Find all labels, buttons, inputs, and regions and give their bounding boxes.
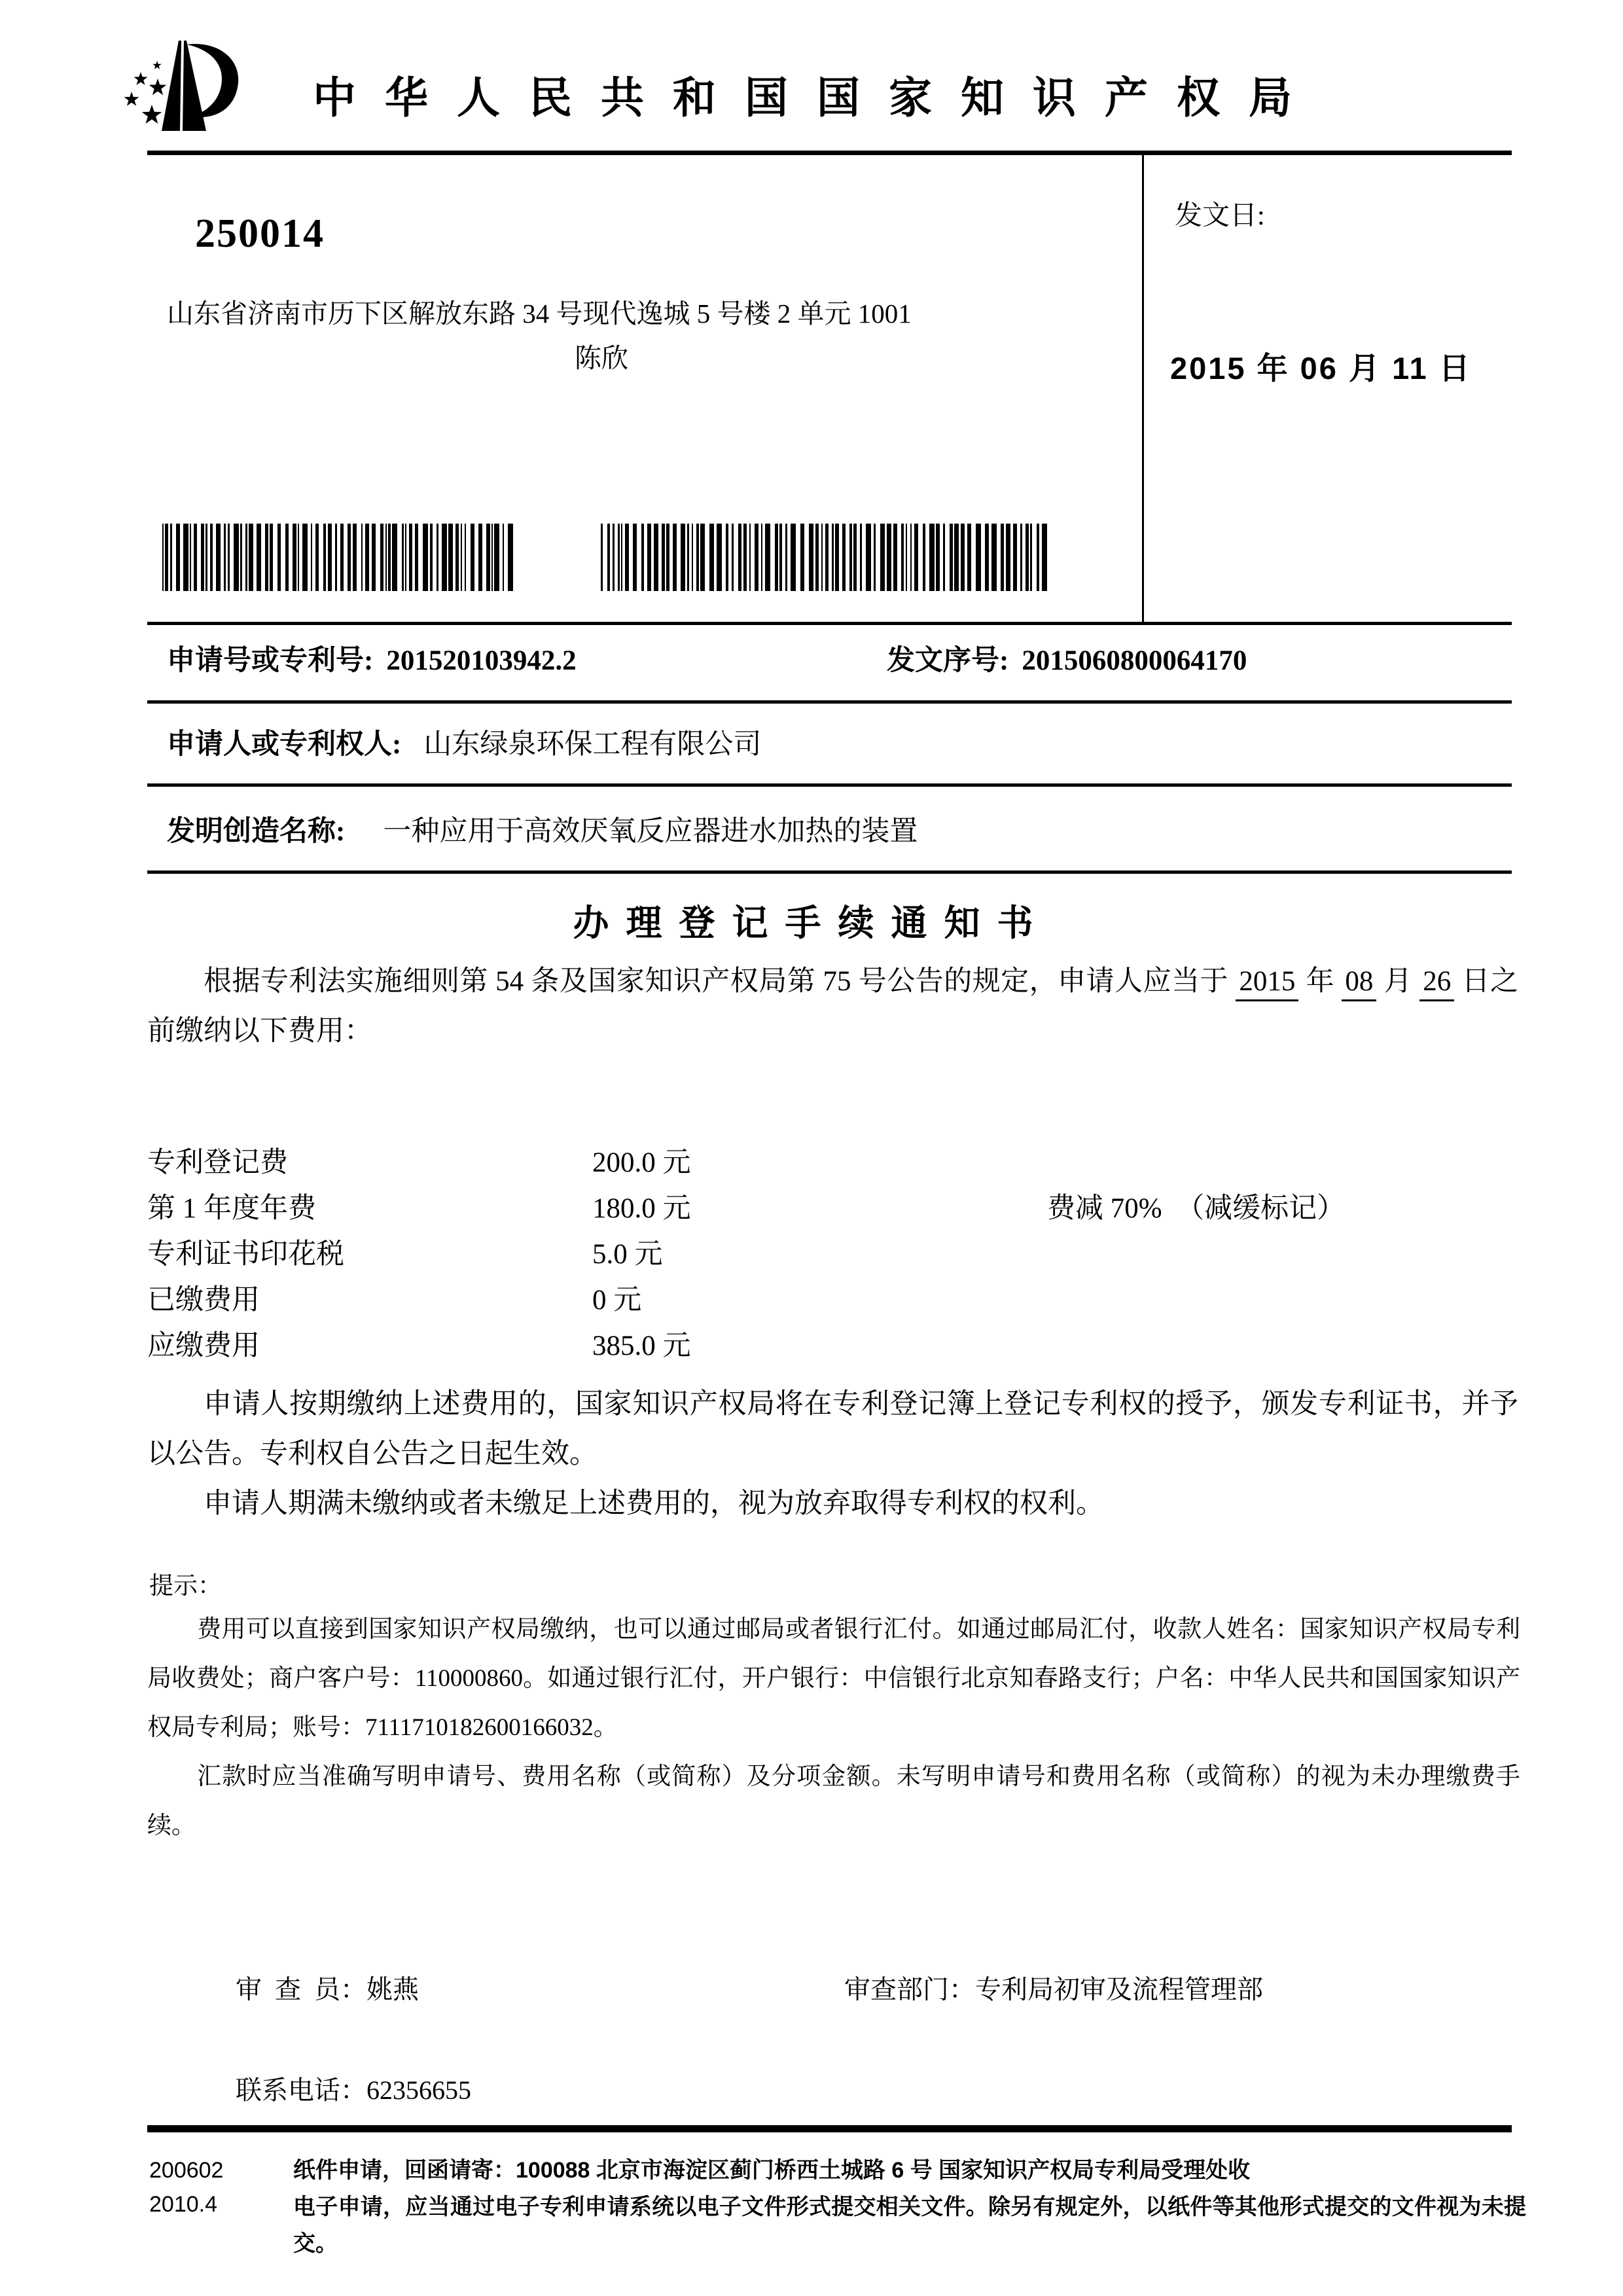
tip-paragraph: 汇款时应当准确写明申请号、费用名称（或简称）及分项金额。未写明申请号和费用名称（或简称）的视为未办理缴费手续。 <box>147 1763 1520 1839</box>
phone-row <box>236 2070 471 2107</box>
office-name: 中华人民共和国国家知识产权局 <box>313 73 1321 122</box>
barcode-bar <box>388 524 391 591</box>
tips-title: 提示： <box>149 1573 222 1600</box>
barcode-bar <box>906 524 907 591</box>
barcode-bar <box>950 524 953 591</box>
tip-paragraph: 费用可以直接到国家知识产权局缴纳，也可以通过邮局或者银行汇付。如通过邮局汇付，收款人姓名：国家知识产权局专利局收费处；商户客户号：110000860。如通过银行汇付，开户银行：中信银行北京知春路支行；户名：中华人民共和国国家知识产权局专利局；账号：7111710182600166032。 <box>147 1616 1520 1741</box>
recipient-address: 山东省济南市历下区解放东路 34 号现代逸城 5 号楼 2 单元 1001 <box>167 298 912 329</box>
barcode-bar <box>835 524 839 591</box>
barcode-bar <box>601 524 603 591</box>
phone-number: 62356655 <box>366 2075 471 2105</box>
barcode-bar <box>901 524 904 591</box>
barcode-bar <box>738 524 741 591</box>
barcode-bar <box>673 524 677 591</box>
barcode-bar <box>437 524 438 591</box>
serial-number-label: 发文序号: <box>887 645 1009 676</box>
barcode-bar <box>853 524 857 591</box>
barcode-bar <box>486 524 490 591</box>
barcode-bar <box>461 524 462 591</box>
barcode-application <box>162 524 519 591</box>
section-rule-3 <box>147 783 1512 787</box>
barcode-bar <box>340 524 344 591</box>
notice-intro <box>147 957 1518 1056</box>
barcode-bar <box>775 524 778 591</box>
barcode-bar <box>991 524 997 591</box>
barcode-bar <box>448 524 453 591</box>
footer-form-codes <box>149 2153 223 2221</box>
barcode-bar <box>494 524 499 591</box>
star-icon <box>149 79 167 95</box>
year-unit: 年 <box>1298 966 1342 997</box>
barcode-bar <box>205 524 207 591</box>
barcode-bar <box>392 524 397 591</box>
notice-title: 办理登记手续通知书 <box>573 903 1050 943</box>
barcode-bar <box>465 524 466 591</box>
month-unit: 月 <box>1376 966 1420 997</box>
barcode-bar <box>361 524 363 591</box>
issue-date-value: 2015 年 06 月 11 日 <box>1170 351 1472 386</box>
barcode-bar <box>415 524 418 591</box>
header-rule <box>147 151 1512 155</box>
barcode-bar <box>234 524 239 591</box>
barcode-bar <box>176 524 180 591</box>
barcode-bar <box>985 524 989 591</box>
barcode-bar <box>743 524 747 591</box>
barcode-bar <box>471 524 474 591</box>
footer-form-code: 200602 <box>149 2158 224 2183</box>
logo-spike-right <box>183 41 206 131</box>
invention-label: 发明创造名称: <box>167 816 346 847</box>
barcode-bar <box>860 524 862 591</box>
application-number-row <box>167 638 577 678</box>
barcode-bar <box>654 524 658 591</box>
fee-amount: 385.0 元 <box>592 1331 691 1361</box>
barcode-bar <box>749 524 751 591</box>
deadline-month: 08 <box>1342 966 1376 1001</box>
barcode-bar <box>380 524 383 591</box>
barcode-bar <box>430 524 433 591</box>
barcode-bar <box>1013 524 1017 591</box>
star-icon <box>124 92 139 106</box>
invention-row <box>167 809 918 849</box>
paragraph-forfeit: 申请人期满未缴纳或者未缴足上述费用的，视为放弃取得专利权的权利。 <box>204 1488 1104 1519</box>
barcode-bar <box>245 524 247 591</box>
barcode-bar <box>270 524 273 591</box>
barcode-bar <box>717 524 722 591</box>
barcode-bar <box>1020 524 1022 591</box>
barcode-bar <box>508 524 513 591</box>
barcode-bar <box>910 524 912 591</box>
barcode-bar <box>409 524 412 591</box>
barcode-bar <box>224 524 226 591</box>
deadline-day: 26 <box>1419 966 1454 1001</box>
barcode-bar <box>761 524 762 591</box>
tips-body <box>147 1605 1520 1850</box>
barcode-bar <box>1037 524 1039 591</box>
barcode-bar <box>893 524 897 591</box>
barcode-bar <box>696 524 699 591</box>
barcode-bar <box>929 524 935 591</box>
barcode-bar <box>914 524 918 591</box>
examiner-row <box>236 1969 419 2006</box>
examiner-label: 审 查 员： <box>236 1975 366 2004</box>
paragraph-grant: 申请人按期缴纳上述费用的，国家知识产权局将在专利登记簿上登记专利权的授予，颁发专利证书，并予以公告。专利权自公告之日起生效。 <box>147 1389 1518 1469</box>
barcode-bar <box>647 524 651 591</box>
barcode-bar <box>315 524 319 591</box>
application-number-value: 201520103942.2 <box>386 645 577 676</box>
barcode-bar <box>228 524 230 591</box>
barcode-bar <box>687 524 689 591</box>
barcode-bar <box>755 524 758 591</box>
barcode-bar <box>815 524 819 591</box>
barcode-bar <box>785 524 787 591</box>
barcode-bar <box>285 524 289 591</box>
fee-amount: 5.0 元 <box>592 1239 663 1270</box>
fee-row <box>147 1140 1518 1186</box>
applicant-label: 申请人或专利权人: <box>167 729 402 760</box>
barcode-bar <box>618 524 620 591</box>
barcode-bar <box>936 524 940 591</box>
section-rule-1 <box>147 622 1512 625</box>
footer-instructions <box>293 2152 1526 2262</box>
barcode-bar <box>183 524 188 591</box>
barcode-bar <box>293 524 296 591</box>
intro-prefix: 根据专利法实施细则第 54 条及国家知识产权局第 75 号公告的规定，申请人应当于 <box>204 966 1236 997</box>
fee-amount: 200.0 元 <box>592 1147 691 1178</box>
issue-box-divider <box>1142 151 1144 624</box>
barcode-bar <box>633 524 637 591</box>
barcode-bar <box>809 524 813 591</box>
recipient-name: 陈欣 <box>575 343 628 373</box>
star-icon <box>142 105 162 124</box>
barcode-bar <box>491 524 493 591</box>
barcode-bar <box>402 524 404 591</box>
barcode-serial <box>601 524 1056 591</box>
barcode-bar <box>726 524 728 591</box>
serial-number-row <box>887 638 1247 678</box>
fee-note: 费减 70% （减缓标记） <box>1047 1193 1346 1224</box>
footer-rule <box>147 2125 1512 2132</box>
fee-label: 第 1 年度年费 <box>147 1193 316 1224</box>
barcode-bar <box>210 524 213 591</box>
barcode-bar <box>423 524 428 591</box>
barcode-bar <box>240 524 242 591</box>
department-label: 审查部门： <box>844 1975 975 2004</box>
barcode-bar <box>880 524 885 591</box>
barcode-bar <box>887 524 891 591</box>
notice-paragraphs <box>147 1380 1518 1529</box>
footer-form-code: 2010.4 <box>149 2192 217 2217</box>
barcode-bar <box>621 524 622 591</box>
barcode-bar <box>666 524 669 591</box>
barcode-bar <box>372 524 376 591</box>
barcode-bar <box>732 524 734 591</box>
barcode-bar <box>323 524 326 591</box>
fee-row <box>147 1186 1518 1232</box>
barcode-bar <box>311 524 312 591</box>
footer-line: 电子申请，应当通过电子专利申请系统以电子文件形式提交相关文件。除另有规定外，以纸件等其他形式提交的文件视为未提交。 <box>293 2195 1526 2256</box>
barcode-bar <box>348 524 351 591</box>
barcode-bar <box>257 524 261 591</box>
barcode-bar <box>1001 524 1004 591</box>
barcode-bar <box>791 524 796 591</box>
barcode-bar <box>825 524 829 591</box>
star-icon <box>152 61 161 69</box>
barcode-bar <box>442 524 447 591</box>
section-rule-2 <box>147 700 1512 704</box>
barcode-bar <box>170 524 172 591</box>
barcode-bar <box>265 524 268 591</box>
barcode-bar <box>365 524 369 591</box>
barcode-bar <box>194 524 197 591</box>
fee-label: 应缴费用 <box>147 1331 260 1361</box>
barcode-bar <box>779 524 782 591</box>
barcode-bar <box>162 524 164 591</box>
barcode-bar <box>405 524 406 591</box>
deadline-year: 2015 <box>1236 966 1298 1001</box>
application-number-label: 申请号或专利号: <box>167 645 374 676</box>
barcode-bar <box>1006 524 1010 591</box>
barcode-bar <box>923 524 925 591</box>
fee-row <box>147 1278 1518 1323</box>
barcode-bar <box>709 524 714 591</box>
barcode-bar <box>967 524 971 591</box>
department-name: 专利局初审及流程管理部 <box>975 1975 1263 2004</box>
barcode-bar <box>1030 524 1032 591</box>
barcode-bar <box>954 524 959 591</box>
barcode-bar <box>842 524 846 591</box>
barcode-bar <box>976 524 981 591</box>
barcode-bar <box>800 524 804 591</box>
fee-row <box>147 1323 1518 1369</box>
recipient-postcode: 250014 <box>195 211 325 256</box>
barcode-bar <box>613 524 615 591</box>
fee-table <box>147 1140 1518 1369</box>
barcode-bar <box>277 524 281 591</box>
barcode-bar <box>625 524 629 591</box>
intro-suffix: 日之前缴纳以下费用： <box>147 966 1519 1047</box>
barcode-bar <box>700 524 705 591</box>
fee-label: 专利证书印花税 <box>147 1239 344 1270</box>
applicant-value: 山东绿泉环保工程有限公司 <box>423 729 762 760</box>
barcode-bar <box>385 524 387 591</box>
barcode-bar <box>302 524 308 591</box>
barcode-bar <box>849 524 852 591</box>
barcode-bar <box>503 524 504 591</box>
barcode-bar <box>1026 524 1029 591</box>
star-icon <box>134 72 148 85</box>
barcode-bar <box>662 524 665 591</box>
barcode-bar <box>765 524 770 591</box>
examiner-name: 姚燕 <box>366 1975 419 2004</box>
barcode-bar <box>298 524 299 591</box>
barcode-bar <box>328 524 332 591</box>
fee-amount: 180.0 元 <box>592 1193 691 1224</box>
barcode-bar <box>641 524 644 591</box>
barcode-bar <box>249 524 253 591</box>
issue-date-label: 发文日: <box>1175 201 1265 231</box>
applicant-row <box>167 722 761 762</box>
barcode-bar <box>681 524 685 591</box>
fee-row <box>147 1232 1518 1278</box>
barcode-bar <box>821 524 823 591</box>
barcode-bar <box>216 524 221 591</box>
barcode-bar <box>455 524 459 591</box>
phone-label: 联系电话： <box>236 2075 366 2105</box>
section-rule-4 <box>147 870 1512 874</box>
footer-line: 纸件申请，回函请寄：100088 北京市海淀区蓟门桥西土城路 6 号 国家知识产权局专利局受理处收 <box>293 2158 1251 2183</box>
barcode-bar <box>607 524 610 591</box>
barcode-bar <box>832 524 834 591</box>
barcode-bar <box>1042 524 1047 591</box>
barcode-bar <box>692 524 693 591</box>
sipo-logo-icon <box>107 31 244 135</box>
serial-number-value: 2015060800064170 <box>1022 645 1247 676</box>
barcode-bar <box>353 524 357 591</box>
barcode-bar <box>961 524 965 591</box>
barcode-bar <box>866 524 871 591</box>
invention-value: 一种应用于高效厌氧反应器进水加热的装置 <box>383 816 918 847</box>
barcode-bar <box>874 524 876 591</box>
barcode-bar <box>478 524 482 591</box>
barcode-bar <box>165 524 168 591</box>
barcode-bar <box>335 524 337 591</box>
department-row <box>844 1969 1263 2006</box>
barcode-bar <box>201 524 204 591</box>
fee-amount: 0 元 <box>592 1285 642 1316</box>
barcode-bar <box>190 524 191 591</box>
fee-label: 专利登记费 <box>147 1147 288 1178</box>
fee-label: 已缴费用 <box>147 1285 260 1316</box>
barcode-bar <box>943 524 945 591</box>
